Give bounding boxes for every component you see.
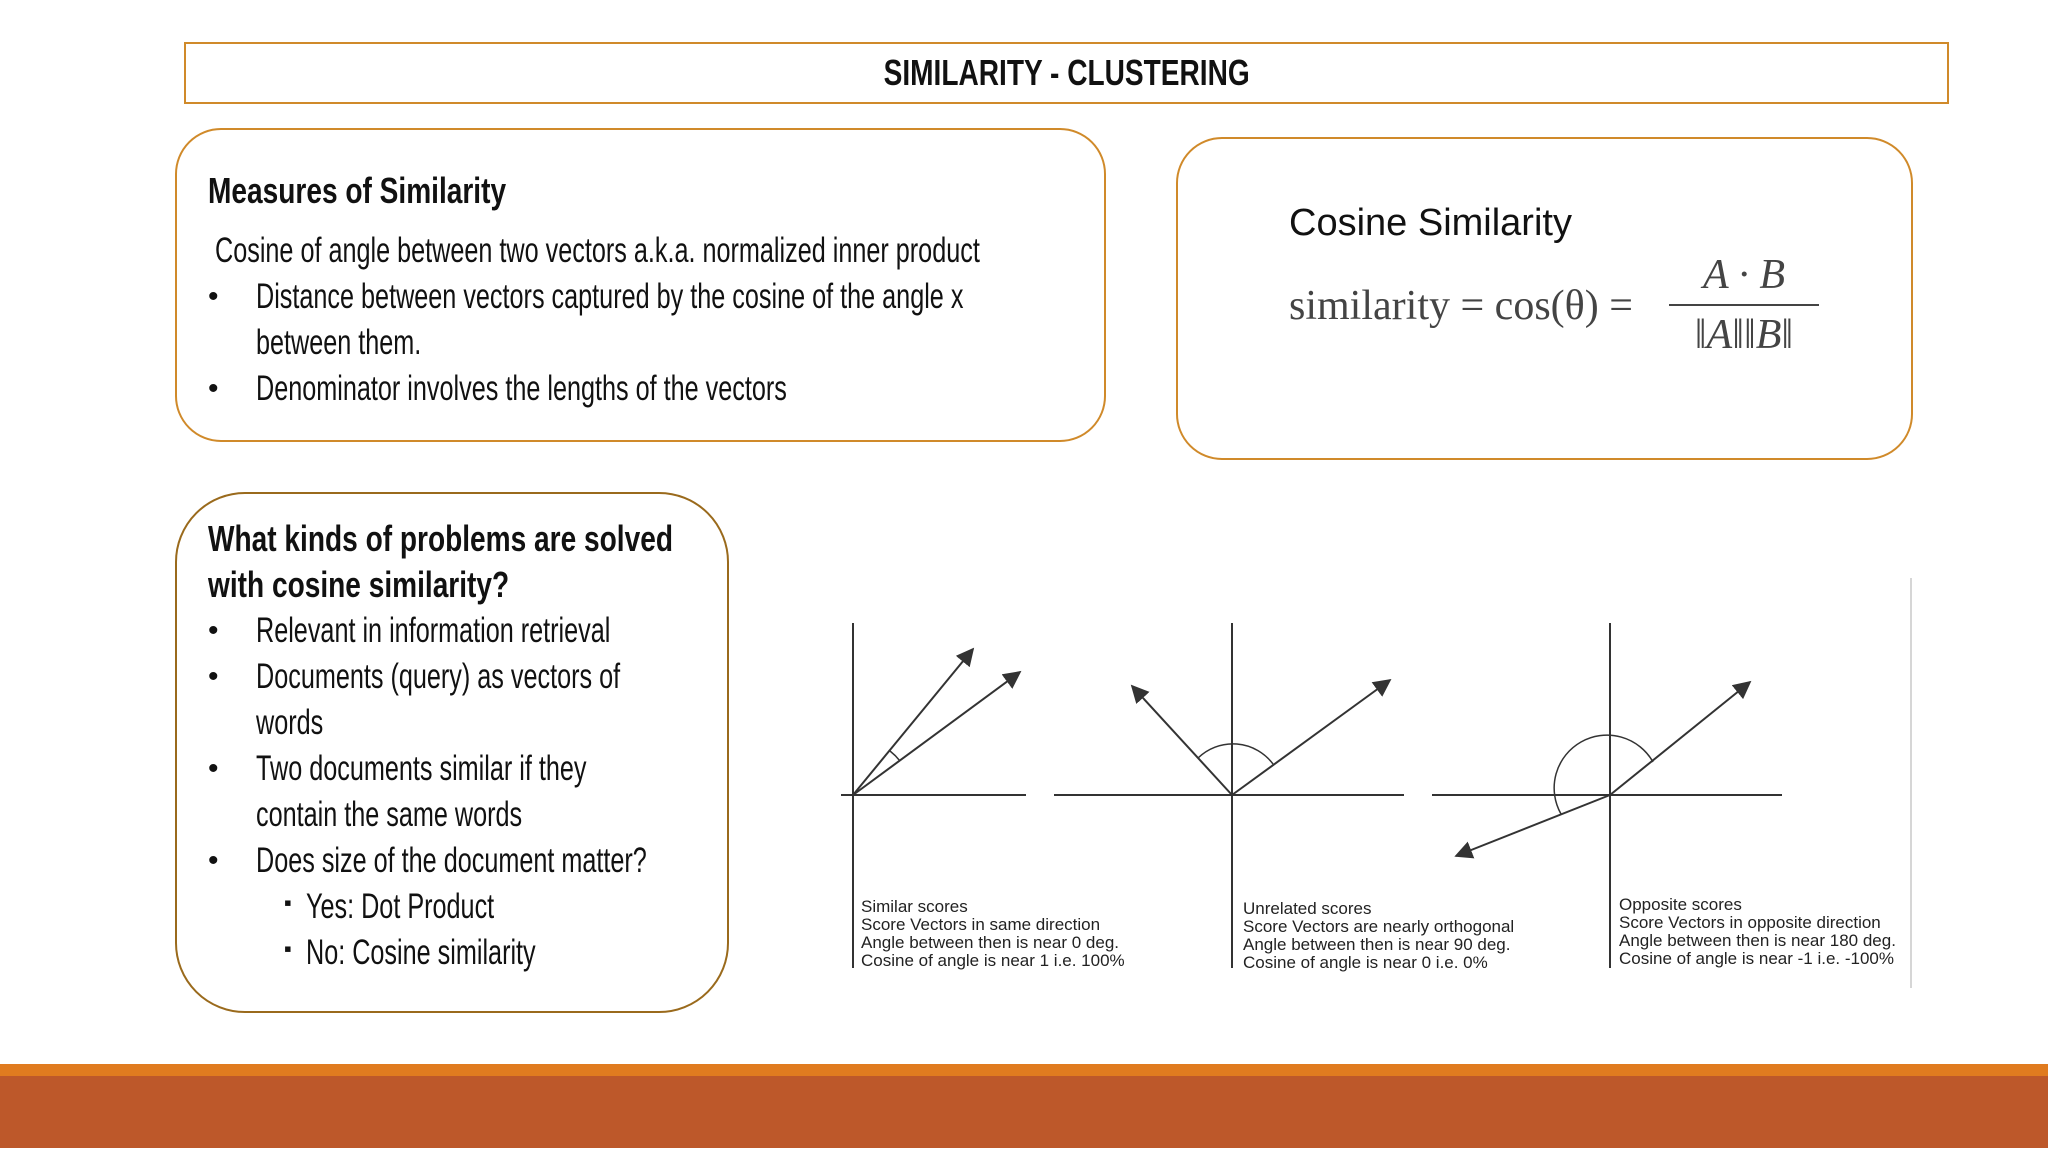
formula-numerator: A · B: [1702, 252, 1786, 298]
vector-b: [1232, 680, 1390, 795]
bullet-symbol: •: [208, 372, 219, 405]
problems-bullet-3-line1: Two documents similar if they: [256, 749, 587, 788]
sub-bullet-symbol: ▪: [284, 890, 292, 915]
problems-sub-bullet-1: Yes: Dot Product: [306, 887, 495, 926]
similar-panel: [841, 623, 1125, 970]
footer-band-bottom: [0, 1076, 2048, 1148]
formula-denominator: ‖A‖‖B‖: [1694, 312, 1794, 358]
problems-heading-line1: What kinds of problems are solved: [208, 518, 673, 559]
fraction-bar: [1669, 304, 1819, 306]
vector-b: [853, 672, 1020, 795]
measures-heading: Measures of Similarity: [208, 170, 507, 211]
vector-a: [1610, 682, 1750, 795]
problems-bullet-4: Does size of the document matter?: [256, 841, 647, 880]
problems-bullet-2-line2: words: [256, 703, 324, 742]
formula-title: Cosine Similarity: [1289, 202, 1572, 244]
measures-bullet-2-line1: Denominator involves the lengths of the vectors: [256, 369, 787, 408]
vector-a: [1132, 686, 1232, 795]
measures-bullet-1-line2: between them.: [256, 323, 422, 362]
unrelated-panel: [1054, 623, 1514, 972]
problems-bullet-1: Relevant in information retrieval: [256, 611, 611, 650]
bullet-symbol: •: [208, 280, 219, 313]
caption-line: Opposite scores: [1619, 895, 1742, 914]
caption-line: Cosine of angle is near 0 i.e. 0%: [1243, 953, 1488, 972]
slide-title: SIMILARITY - CLUSTERING: [883, 52, 1250, 93]
caption-line: Cosine of angle is near -1 i.e. -100%: [1619, 949, 1894, 968]
cosine-vector-diagram: [836, 578, 1912, 988]
caption-line: Score Vectors are nearly orthogonal: [1243, 917, 1515, 936]
slide-title-box: [184, 42, 1949, 104]
caption-line: Score Vectors in same direction: [861, 915, 1101, 934]
problems-bullet-2-line1: Documents (query) as vectors of: [256, 657, 621, 696]
sub-bullet-symbol: ▪: [284, 936, 292, 961]
caption-line: Similar scores: [861, 897, 968, 916]
problems-bullet-3-line2: contain the same words: [256, 795, 523, 834]
caption-line: Angle between then is near 0 deg.: [861, 933, 1120, 952]
vector-b: [1456, 795, 1610, 856]
bullet-symbol: •: [208, 844, 219, 877]
problems-sub-bullet-2: No: Cosine similarity: [306, 933, 536, 972]
caption-line: Angle between then is near 90 deg.: [1243, 935, 1511, 954]
bullet-symbol: •: [208, 752, 219, 785]
problems-heading-line2: with cosine similarity?: [208, 564, 510, 605]
caption-line: Unrelated scores: [1243, 899, 1372, 918]
measures-bullet-1-line1: Distance between vectors captured by the cosine of the angle x: [256, 277, 964, 316]
caption-line: Angle between then is near 180 deg.: [1619, 931, 1896, 950]
caption-line: Score Vectors in opposite direction: [1619, 913, 1881, 932]
bullet-symbol: •: [208, 614, 219, 647]
formula-fraction: [1669, 250, 1819, 360]
measures-intro: Cosine of angle between two vectors a.k.a. normalized inner product: [215, 231, 980, 270]
angle-arc: [1554, 735, 1653, 814]
formula-lhs: similarity = cos(θ) =: [1289, 283, 1633, 329]
footer-band-top: [0, 1064, 2048, 1076]
angle-arc: [1198, 744, 1273, 764]
angle-arc: [890, 751, 900, 761]
bullet-symbol: •: [208, 660, 219, 693]
caption-line: Cosine of angle is near 1 i.e. 100%: [861, 951, 1125, 970]
vector-a: [853, 649, 973, 795]
